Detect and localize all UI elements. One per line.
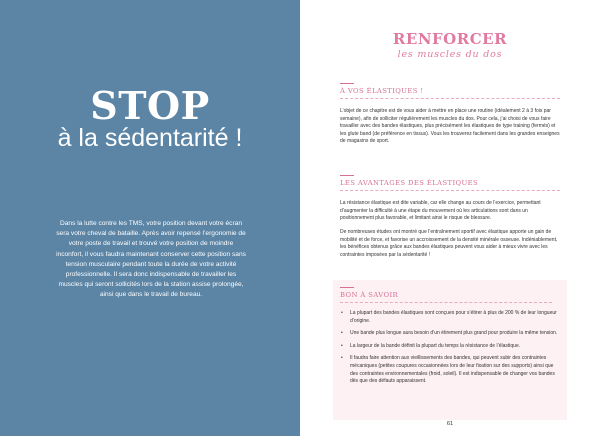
heading-rule [340, 175, 354, 176]
chapter-title: RENFORCER [392, 30, 508, 48]
stop-title: STOP [90, 83, 210, 128]
section-heading-text: LES AVANTAGES DES ÉLASTIQUES [340, 179, 479, 187]
stop-subtitle: à la sédentarité ! [57, 124, 243, 152]
section-paragraph: L’objet de ce chapitre est de vous aider à mettre en place une routine (idéalement 2 à 3 fois par semaine), afin de solliciter régulièrement les muscles du dos. Pour cela, j’ai choisi de vous faire travailler avec des bandes élastiques, plus précisément les élastiques de type training (fermés) et les glute band (de préférence en tissus). Vous les trouverez facilement dans les grandes enseignes de magasins de sport. [340, 108, 560, 145]
list-item: • Il faudra faire attention aux vieillissements des bandes, qui peuvent subir des contraintes mécaniques (petites coupures occasionnées lors de leur fixation sur des supports) ainsi que des contraintes environnementales (froid, soleil). Il est indispensable de changer vos bandes dès que des défauts apparaissent. [340, 355, 562, 385]
heading-rule [340, 287, 354, 288]
heading-dotted-line [340, 98, 560, 99]
heading-rule [340, 83, 354, 84]
section-paragraph: De nombreuses études ont montré que l’entraînement sportif avec élastique apporte un gain de mobilité et de force, et favorise un accroissement de la densité minérale osseuse. Indéniablement, les bénéfices obtenus grâce aux bandes élastiques peuvent vous aider à mieux vivre avec les contraintes imposées par la sédentarité ! [340, 229, 558, 258]
list-item: • La plupart des bandes élastiques sont conçues pour s’étirer à plus de 200 % de leur longueur d’origine. [340, 310, 562, 325]
heading-dotted-line [340, 302, 552, 303]
section-heading-bon-a-savoir [340, 287, 552, 303]
page-number: 61 [446, 421, 454, 427]
heading-dotted-line [340, 190, 560, 191]
section-paragraph: La résistance élastique est dite variable, car elle change au cours de l’exercice, permettant d’augmenter la difficulté à une étape du mouvement où les articulations sont dans un positionnement plus favorable, et limitant ainsi le risque de blessure. [340, 200, 541, 222]
list-item: • La largeur de la bande définit la plupart du temps la résistance de l’élastique. [340, 343, 562, 351]
tips-list [340, 310, 562, 391]
chapter-subtitle: les muscles du dos [397, 49, 503, 60]
intro-paragraph: Dans la lutte contre les TMS, votre position devant votre écran sera votre cheval de bataille. Après avoir repensé l’ergonomie de votre poste de travail et trouvé votre position de moindre inconfort, il vous faudra maintenant conserver cette position sans tension musculaire pendant toute la durée de votre activité professionnelle. Il sera donc indispensable de travailler les muscles qui seront sollicités lors de la station assise prolongée, ainsi que dans le travail de bureau. [56, 220, 246, 299]
section-heading-text: À VOS ÉLASTIQUES ! [340, 87, 424, 95]
section-heading-text: BON À SAVOIR [340, 291, 399, 299]
section-heading-elastiques [340, 83, 560, 99]
list-item: • Une bande plus longue aura besoin d’un étirement plus grand pour produire la même tension. [340, 330, 562, 338]
right-page [300, 0, 600, 436]
section-heading-avantages [340, 175, 560, 191]
